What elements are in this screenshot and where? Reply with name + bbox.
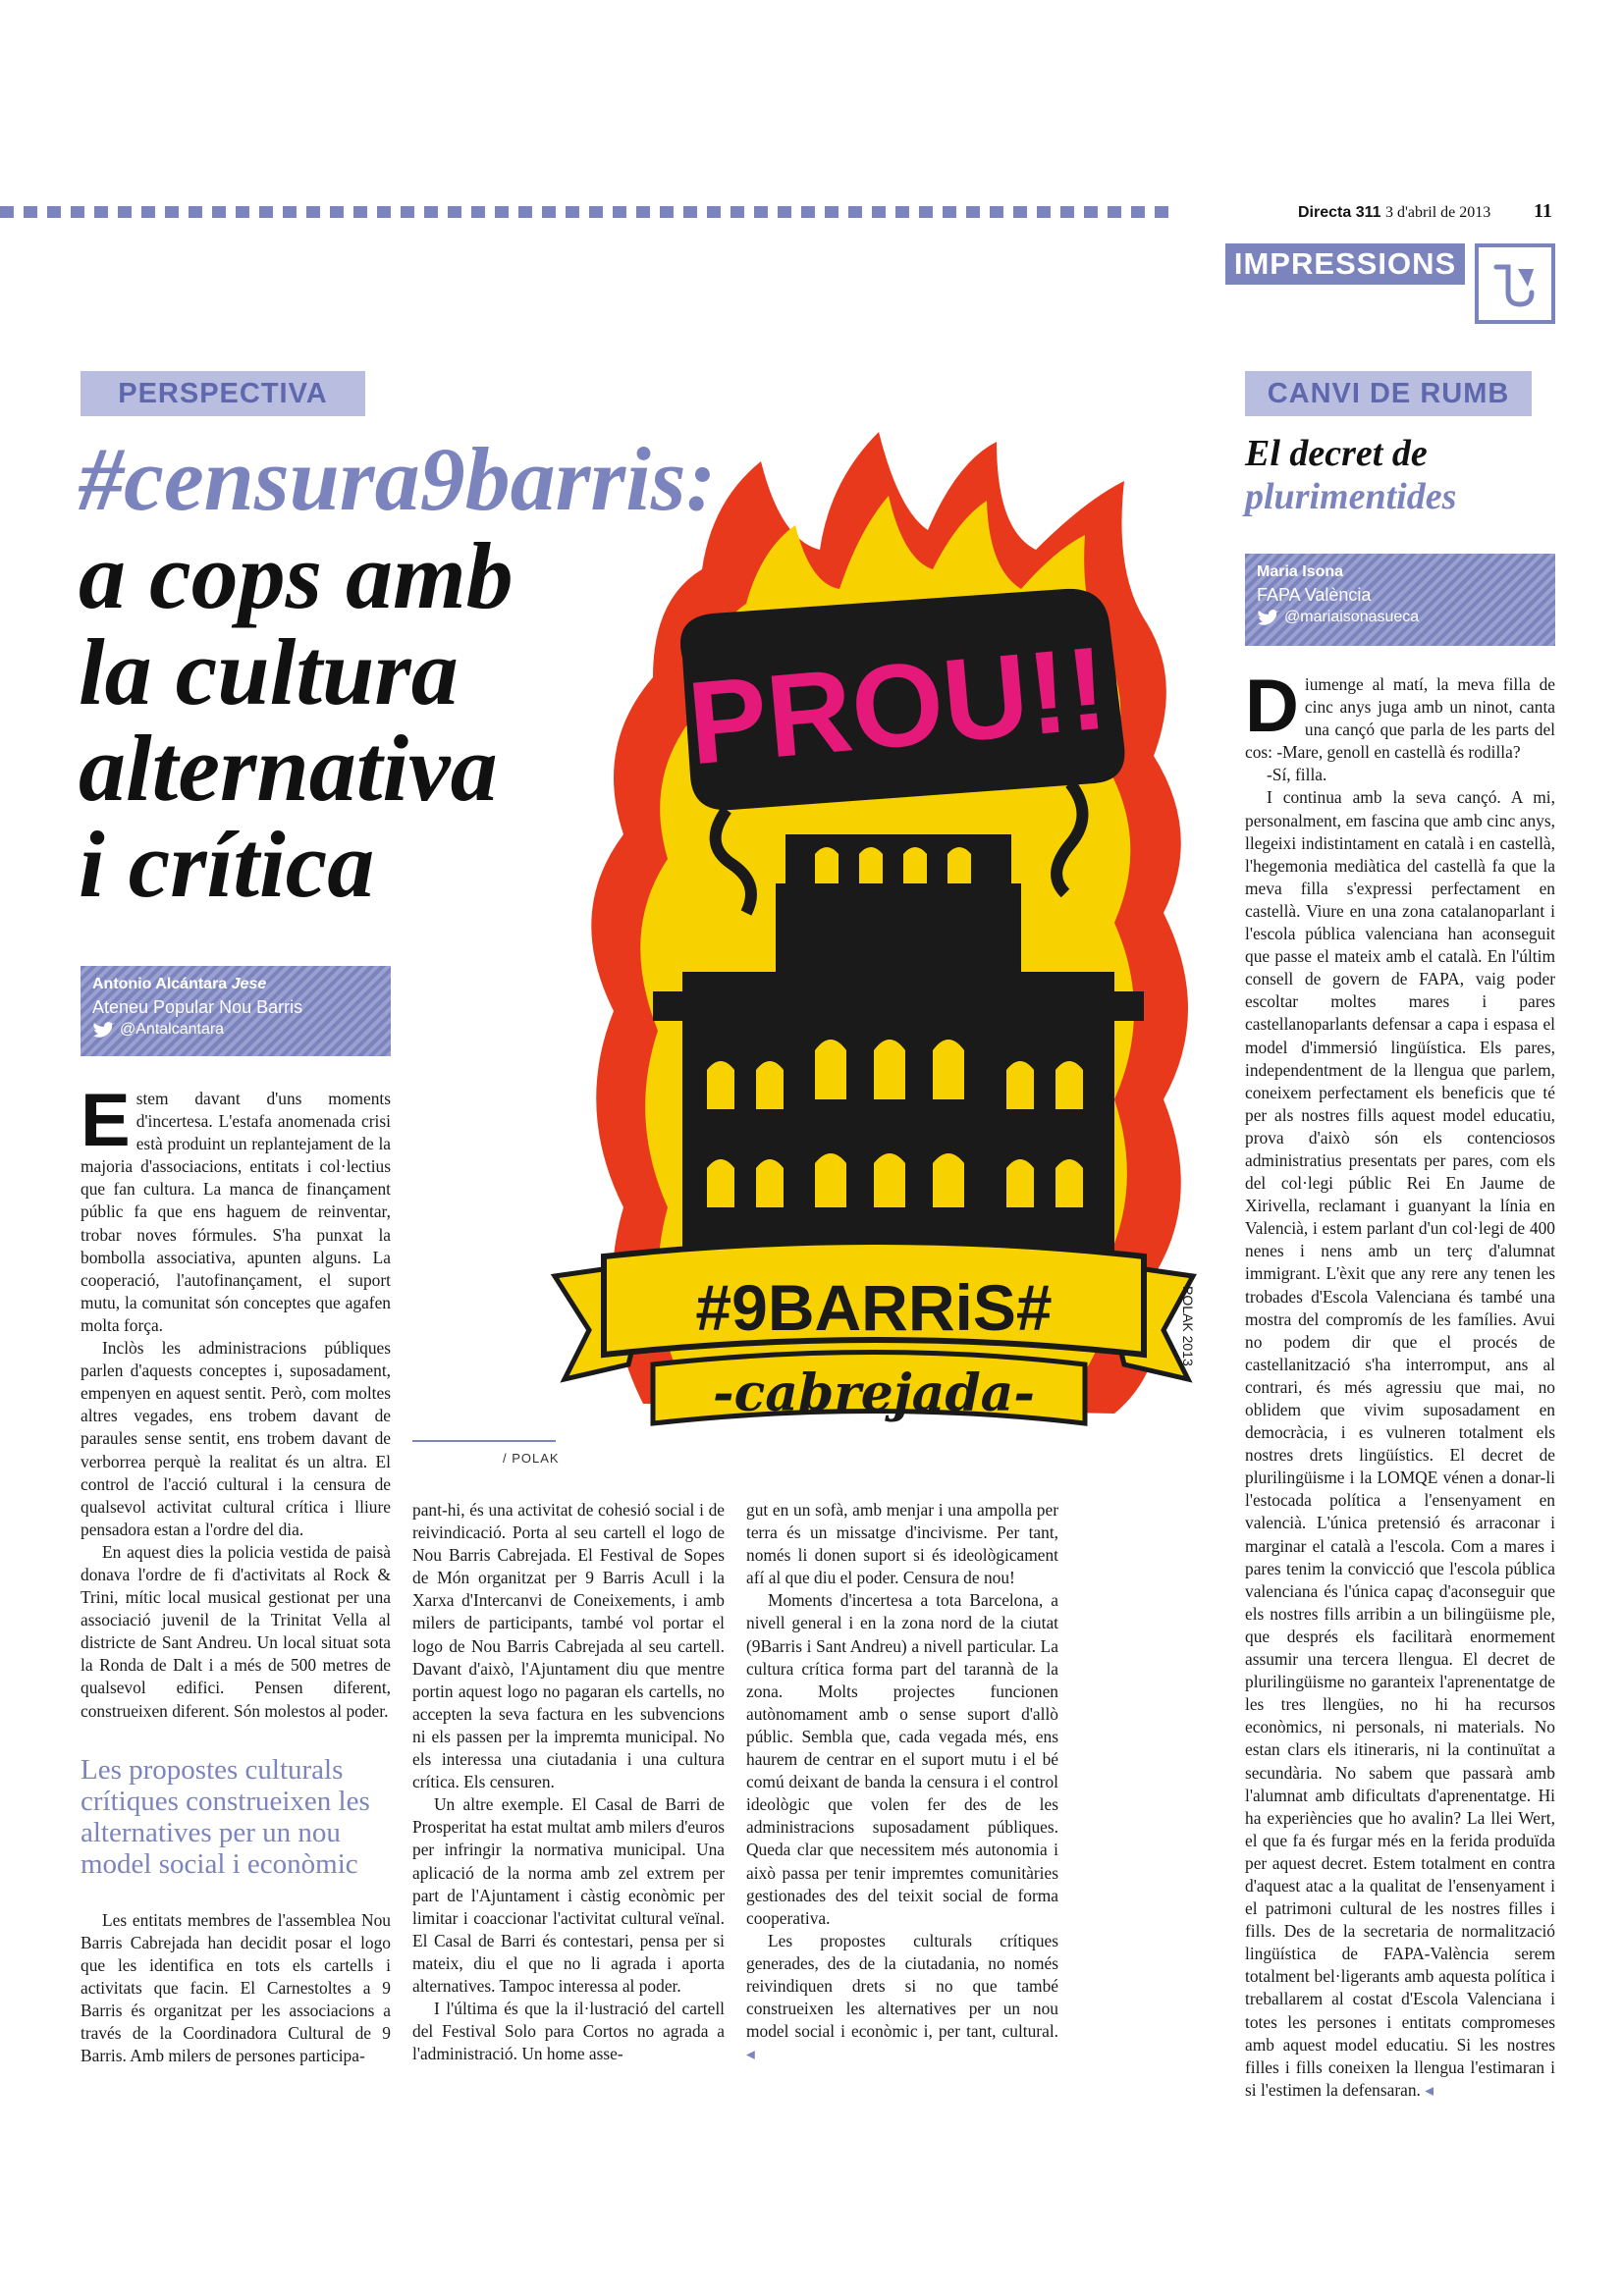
paragraph: I l'última és que la il·lustració del cartell del Festival Solo para Cortos no agrada a l'administració. Un home asse-	[412, 1999, 725, 2064]
pull-quote: Les propostes culturals crítiques construeixen les alternatives per un nou model social i econòmic	[81, 1753, 370, 1880]
rule-dot	[189, 206, 202, 218]
right-article-column	[1245, 665, 1555, 2102]
issue-date: 3 d'abril de 2013	[1384, 204, 1491, 221]
illustration-drawing	[535, 422, 1213, 1443]
rule-dot	[966, 206, 980, 218]
rule-dot	[589, 206, 603, 218]
author-name: Antonio Alcántara	[92, 976, 228, 992]
banner-subtext: -cabrejada-	[713, 1363, 1035, 1423]
author-twitter[interactable]: @mariaisonasueca	[1284, 609, 1420, 625]
illustration-credit: / POLAK	[503, 1451, 560, 1466]
rule-dot	[1013, 206, 1027, 218]
paragraph: Estem davant d'uns moments d'incertesa. L'estafa anomenada crisi està produint un replantejament de la majoria d'associacions, entitats i col·lectius que fan cultura. La manca de finançament públic fa que ens haguem de reinventar, trobar noves fórmules. S'ha punxat la bombolla associativa, apunten alguns. La cooperació, l'autofinançament, el suport mutu, la comunitat són conceptes que agafen molta força.	[81, 1079, 391, 1335]
article-column-1	[81, 1079, 391, 2067]
rule-dot	[1108, 206, 1121, 218]
rule-dot	[518, 206, 532, 218]
rule-dot	[377, 206, 391, 218]
rule-dot	[424, 206, 438, 218]
kicker-text: PERSPECTIVA	[118, 377, 328, 409]
end-mark-icon: ◂	[746, 2044, 755, 2064]
page-number: 11	[1534, 200, 1552, 222]
rule-dot	[754, 206, 768, 218]
rule-dot	[236, 206, 249, 218]
paragraph: Diumenge al matí, la meva filla de cinc anys juga amb un ninot, canta una cançó que parla de les parts del cos: -Mare, genoll en castellà és rodilla?	[1245, 665, 1555, 763]
paragraph: Un altre exemple. El Casal de Barri de Prosperitat ha estat multat amb milers d'euros per infringir la normativa municipal. Una aplicació de la norma amb zel extrem per part de l'Ajuntament i càstig econòmic per limitar i coaccionar l'activitat cultural veïnal. El Casal de Barri és contestari, pensa per si mateix, diu el que no li agrada i aporta alternatives. Tampoc interessa al poder.	[412, 1794, 725, 1996]
header-dotted-rule	[0, 206, 1217, 218]
author-org: Ateneu Popular Nou Barris	[92, 997, 303, 1017]
paragraph: En aquest dies la policia vestida de paisà donava l'ordre de fi d'activitats al Rock & Trini, mític local musical gestionat per una associació juvenil de la Trinitat Vella al districte de Sant Andreu. Un local situat sota la Ronda de Dalt i a més de 500 metres de qualsevol edifici. Pensen diferent, construeixen diferent. Són molestos al poder.	[81, 1541, 391, 1721]
twitter-icon	[1257, 610, 1280, 625]
rule-dot	[401, 206, 414, 218]
rule-dot	[1084, 206, 1098, 218]
sign-text: PROU!!	[682, 621, 1112, 790]
rule-dot	[660, 206, 674, 218]
rule-dot	[47, 206, 61, 218]
rule-dot	[613, 206, 626, 218]
rule-dot	[94, 206, 108, 218]
title-line: plurimentides	[1245, 476, 1457, 517]
title-line: a cops amb	[79, 523, 514, 628]
section-label-text: IMPRESSIONS	[1233, 246, 1457, 281]
banner-text: #9BARRiS#	[695, 1271, 1053, 1344]
rule-dot	[212, 206, 226, 218]
rule-dot	[990, 206, 1003, 218]
rule-dot	[542, 206, 556, 218]
rule-dot	[895, 206, 909, 218]
paragraph: Les propostes culturals crítiques generades, des de la ciutadania, no només reivindiquen drets si no que també construeixen les alternatives per un nou model social i econòmic i, per tant, cultural. ◂	[746, 1930, 1058, 2064]
rule-dot	[141, 206, 155, 218]
twitter-icon	[92, 1022, 116, 1038]
rule-dot	[118, 206, 132, 218]
author-twitter[interactable]: @Antalcantara	[120, 1021, 225, 1038]
rule-dot	[306, 206, 320, 218]
rule-dot	[471, 206, 485, 218]
author-org: FAPA València	[1257, 585, 1372, 605]
rule-dot	[683, 206, 697, 218]
title-line: alternativa	[79, 716, 498, 821]
rule-dot	[636, 206, 650, 218]
title-line: El decret de	[1245, 433, 1428, 474]
paragraph: Inclòs les administracions públiques parlen d'aquests conceptes i, suposadament, empenyen en aquest sentit. Però, com moltes altres vegades, ens trobem davant de paraules sense sentit, ens trobem davant de verborrea perquè la realitat és un altra. El control de l'acció cultural i la censura de qualsevol activitat cultural crítica i lliure pensadora estan a l'ordre del dia.	[81, 1338, 391, 1539]
article-kicker-canvi-de-rumb	[1245, 371, 1532, 416]
rule-dot	[1155, 206, 1168, 218]
rule-dot	[778, 206, 791, 218]
paragraph: I continua amb la seva cançó. A mi, personalment, em fascina que amb cinc anys, llegeixi indistintament en català i en castellà, l'hegemonia mediàtica del castellà fa que la meva filla s'expressi perfectament en castellà. Viure en una zona catalanoparlant i l'escola pública valenciana han aconseguit que passe el mateix amb el català. En l'últim consell de govern de FAPA, vaig poder escoltar moltes mares i pares castellanoparlants defensar a capa i espasa el model d'immersió lingüística. Els pares, independentment de la llengua que parlem, coneixem perfectament els beneficis que té per als nostres fills aquest model educatiu, prova d'això són els contenciosos administratius presentats per pares, com els del col·legi públic Rei En Jaume de Xirivella, reclamant i guanyant la línia en Valencià, i estem parlant d'un col·legi de 400 nenes i nens amb un terç d'alumnat immigrant. L'èxit que any rere any tenen les trobades d'Escola Valenciana és també una mostra del compromís de les famílies. Avui no podem dir que el procés de castellanització s'ha interromput, ans al contrari, és més agressiu que mai, no oblidem que vivim suposadament en democràcia, i es vulneren totalment els nostres drets lingüístics. El decret de plurilingüisme i la LOMQE vénen a donar-li l'estocada política a l'ensenyament en valencià. L'única pretensió és arraconar i marginar el català a l'escola. Com a mares i pares tenim la convicció que l'escola pública valenciana és l'única capaç d'aconseguir que els nostres fills arribin a un bilingüisme ple, que després els facilitarà enormement assumir una tercera llengua. El decret de plurilingüisme no garanteix l'aprenentatge de les tres llengües, no hi ha recursos econòmics, ni personals, ni materials. No estan clars els itineraris, ni la continuïtat a secundària. No sabem que passarà amb l'alumnat amb dificultats d'aprenentatge. Hi ha experiències que ho avalin? La llei Wert, el que fa és furgar més en la ferida produïda per aquest decret. Estem totalment en contra d'aquest atac a la qualitat de l'ensenyament i el patrimoni cultural de les nostres filles i fills. Des de la secretaria de normalització lingüística de FAPA-València serem totalment bel·ligerants amb aquesta política i treballarem al costat d'Escola Valenciana i totes les persones i entitats compromeses amb aquest model educatiu. Si les nostres filles i fills coneixen la llengua l'estimaran i si l'estimen la defensaran. ◂	[1245, 787, 1555, 2100]
rule-dot	[24, 206, 37, 218]
title-line: i crítica	[79, 812, 375, 917]
header-masthead	[1298, 204, 1490, 222]
rule-dot	[1037, 206, 1051, 218]
rule-dot	[943, 206, 956, 218]
paragraph: Moments d'incertesa a tota Barcelona, a nivell general i en la zona nord de la ciutat (9Barris i Sant Andreu) a nivell particular. La cultura crítica forma part del tarannà de la zona. Molts projectes funcionen autònomament amb o sense suport d'allò públic. Sembla que, cada vegada més, ens haurem de centrar en el suport mutu i el bé comú deixant de banda la censura i el control ideològic que volen fer des de les administracions suposadament públiques. Queda clar que necessitem més autonomia i això passa per tenir impremtes comunitàries gestionades des del teixit social de forma cooperativa.	[746, 1590, 1058, 1928]
title-line: la cultura	[79, 619, 459, 724]
article-title-hashtag: #censura9barris:	[79, 429, 717, 529]
article-kicker-perspectiva	[81, 371, 365, 416]
rule-dot	[1131, 206, 1145, 218]
dropcap: E	[81, 1079, 131, 1162]
kicker-text: CANVI DE RUMB	[1267, 377, 1510, 409]
rule-dot	[919, 206, 933, 218]
paragraph: -Sí, filla.	[1267, 765, 1327, 785]
paragraph: gut en un sofà, amb menjar i una ampolla per terra és un missatge d'incivisme. Per tant, només li donen suport si és ideològicament afí al que diu el poder. Censura de nou!	[746, 1500, 1058, 1588]
rule-dot	[71, 206, 84, 218]
paragraph: Les entitats membres de l'assemblea Nou Barris Cabrejada han decidit posar el logo que les identifica en tots els cartells i activitats que facin. El Carnestoltes a 9 Barris és organitzat per les associacions a través de la Coordinadora Cultural de 9 Barris. Amb milers de persones participa-	[81, 1909, 391, 2066]
rule-dot	[566, 206, 579, 218]
article-title	[79, 523, 514, 917]
rule-dot	[259, 206, 273, 218]
section-logo-icon	[1475, 243, 1555, 324]
publication-name: Directa 311	[1298, 204, 1381, 221]
rule-dot	[730, 206, 744, 218]
rule-dot	[825, 206, 839, 218]
dropcap: D	[1245, 665, 1299, 748]
rule-dot	[0, 206, 14, 218]
illustration	[535, 422, 1213, 1443]
author-alias: Jese	[231, 976, 267, 992]
end-mark-icon: ◂	[1425, 2079, 1434, 2100]
rule-dot	[283, 206, 297, 218]
author-box	[1245, 554, 1555, 646]
right-article-title	[1245, 432, 1456, 518]
rule-dot	[1060, 206, 1074, 218]
rule-dot	[848, 206, 862, 218]
article-column-3	[746, 1499, 1058, 2065]
rule-dot	[495, 206, 509, 218]
article-column-2	[412, 1499, 725, 2065]
illustration-credit-rule	[412, 1440, 556, 1442]
section-label	[1225, 243, 1465, 285]
author-name: Maria Isona	[1257, 563, 1344, 580]
rule-dot	[872, 206, 886, 218]
rule-dot	[330, 206, 344, 218]
rule-dot	[707, 206, 721, 218]
author-box	[81, 966, 391, 1056]
rule-dot	[448, 206, 461, 218]
rule-dot	[801, 206, 815, 218]
rule-dot	[353, 206, 367, 218]
rule-dot	[165, 206, 179, 218]
artist-signature: POLAK 2013	[1180, 1286, 1196, 1366]
paragraph: pant-hi, és una activitat de cohesió social i de reivindicació. Porta al seu cartell el logo de Nou Barris Cabrejada. El Festival de Sopes de Món organitzat per 9 Barris Acull i la Xarxa d'Intercanvi de Coneixements, i amb milers de participants, també vol portar el logo de Nou Barris Cabrejada al seu cartell. Davant d'això, l'Ajuntament diu que mentre portin aquest logo no pagaran els cartells, no accepten la seva factura en les subvencions ni els passen per la impremta municipal. No els interessa una ciutadania i una cultura crítica. Els censuren.	[412, 1500, 725, 1792]
